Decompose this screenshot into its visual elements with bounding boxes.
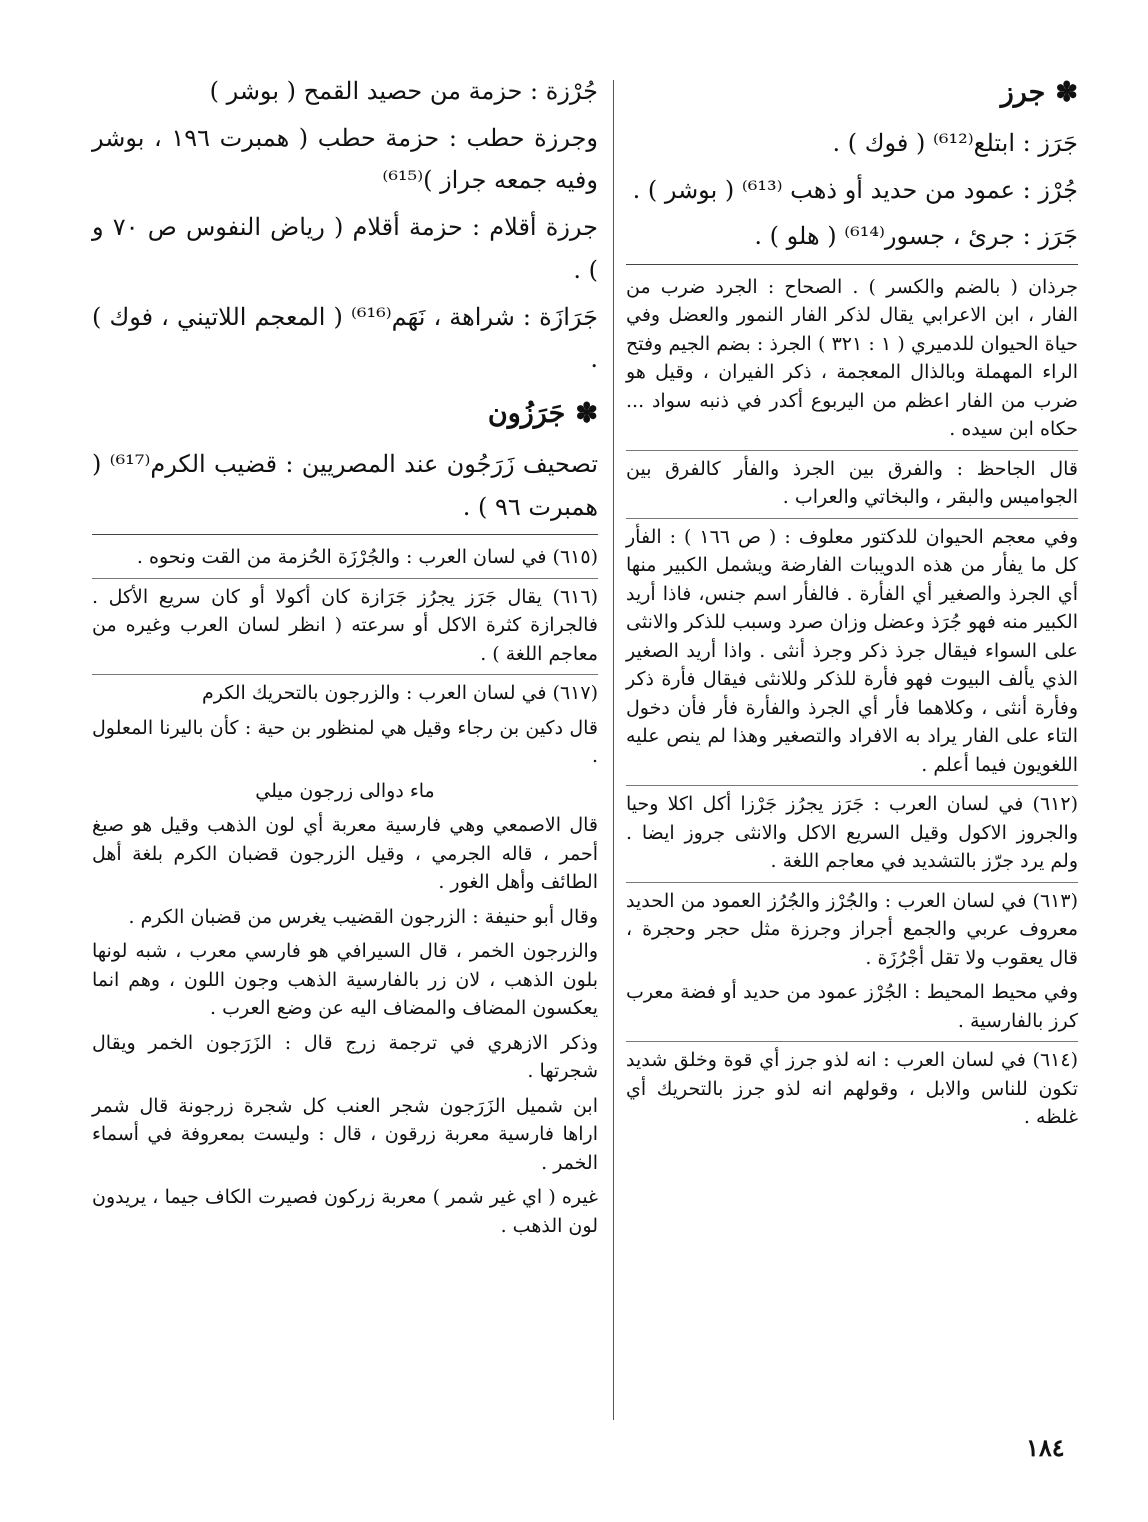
column-divider [613, 80, 614, 1420]
footnote: وقال أبو حنيفة : الزرجون القضيب يغرس من قضبان الكرم . [128, 905, 598, 928]
page-number: ١٨٤ [1026, 1433, 1065, 1462]
footnote: غيره ( اي غير شمر ) معربة زركون فصيرت الكاف جيما ، يريدون لون الذهب . [92, 1186, 598, 1237]
footnote: (٦١٣) في لسان العرب : والجُرْز والجُرُز العمود من الحديد معروف عربي والجمع أجراز وجرزة مثل حجر وحجرة ، قال يعقوب ولا تقل أجْرُزَة . [626, 882, 1078, 973]
footnote: (٦١٧) في لسان العرب : والزرجون بالتحريك الكرم [92, 674, 598, 708]
footnote: ابن شميل الزَرَجون شجر العنب كل شجرة زرجونة قال شمر اراها فارسية معربة زرقون ، قال : وليست بمعروفة في أسماء الخمر . [92, 1094, 598, 1174]
commentary-paragraph: جرذان ( بالضم والكسر ) . الصحاح : الجرد ضرب من الفار ، ابن الاعرابي يقال لذكر الفار النمور والعضل وفي حياة الحيوان للدميري ( ١ : ٣٢١ ) الجرذ : بضم الجيم وفتح الراء المهملة وبالذال المعجمة ، ذكر الفيران ، وقيل هو ضرب من الفار اعظم من اليربوع أكدر في ذنبه سواد ... حكاه ابن سيده . [626, 275, 1079, 441]
footnote: وفي محيط المحيط : الجُرْز عمود من حديد أو فضة معرب كرز بالفارسية . [626, 981, 1078, 1032]
footnote: وذكر الازهري في ترجمة زرج قال : الزَرَجون الخمر ويقال شجرتها . [92, 1031, 598, 1083]
entry-title: جَرَزُون [487, 398, 566, 430]
footnote: قال دكين بن رجاء وقيل هي لمنظور بن حية : كأن باليرنا المعلول . [92, 716, 598, 768]
definition: تصحيف زَرَجُون عند المصريين : قضيب الكرم⁽⁶¹⁷⁾ ( همبرت ٩٦ ) . [92, 449, 598, 521]
definition: جُرْز : عمود من حديد أو ذهب ⁽⁶¹³⁾ ( بوشر ) . [632, 175, 1078, 204]
entry-heading [92, 395, 598, 433]
definition: جَرَازَة : شراهة ، نَهَم⁽⁶¹⁶⁾ ( المعجم اللاتيني ، فوك ) . [92, 302, 598, 374]
asterisk-icon: ✽ [1055, 77, 1078, 108]
divider [626, 264, 1078, 265]
entry-title: جرز [1000, 77, 1046, 108]
footnote: (٦١٦) يقال جَرَز يجرُز جَرَازة كان أكولا أو كان سريع الأكل . فالجرازة كثرة الاكل أو سرعته ( انظر لسان العرب وغيره من معاجم اللغة ) . [92, 578, 598, 669]
definition: وجرزة حطب : حزمة حطب ( همبرت ١٩٦ ، بوشر وفيه جمعه جراز )⁽⁶¹⁵⁾ [92, 123, 599, 195]
divider [92, 534, 598, 535]
footnote: (٦١٢) في لسان العرب : جَرَز يجرُز جَرْزا أكل اكلا وحيا والجروز الاكول وقيل السريع الاكل والانثى جروز ايضا . ولم يرد جرّز بالتشديد في معاجم اللغة . [626, 785, 1078, 876]
right-column [626, 70, 1078, 1138]
verse-line: ماء دوالى زرجون ميلي [255, 779, 435, 802]
definition: جَرَز : ابتلع⁽⁶¹²⁾ ( فوك ) . [832, 128, 1078, 157]
commentary-paragraph: قال الجاحظ : والفرق بين الجرذ والفأر كالفرق بين الجواميس والبقر ، والبخاتي والعراب . [626, 450, 1078, 512]
definition: جرزة أقلام : حزمة أقلام ( رياض النفوس ص ٧٠ و ) . [92, 213, 599, 284]
left-column [92, 70, 598, 1246]
footnote: (٦١٤) في لسان العرب : انه لذو جرز أي قوة وخلق شديد تكون للناس والابل ، وقولهم انه لذو جرز بالتحريك أي غلظه . [626, 1041, 1078, 1132]
footnote: (٦١٥) في لسان العرب : والجُرْزَة الحُزمة من القت ونحوه . [136, 546, 598, 569]
entry-heading [626, 74, 1078, 112]
definition: جَرَز : جرئ ، جسور⁽⁶¹⁴⁾ ( هلو ) . [754, 222, 1078, 251]
commentary-paragraph: وفي معجم الحيوان للدكتور معلوف : ( ص ١٦٦ ) : الفأر كل ما يفأر من هذه الدويبات الفارضة ويشمل الكبير منها أي الجرذ والصغير أي الفأرة . فالفأر اسم جنس، فاذا أريد الكبير منه فهو جُرَذ وعضل وزان صرد وسبب للذكر والانثى على السواء فيقال جرذ ذكر وجرذ أنثى . واذا أريد الصغير الذي يألف البيوت فهو فأرة للذكر وللانثى فيقال فأرة ذكر وفأرة أنثى ، وكلاهما فأر أي الجرذ والفأرة فأر فأن دخول التاء على الفار يراد به الافراد والتصغير وهذا لم ينص عليه اللغويون فيما أعلم . [626, 518, 1078, 780]
asterisk-icon: ✽ [575, 398, 598, 430]
footnote: قال الاصمعي وهي فارسية معربة أي لون الذهب وقيل هو صبغ أحمر ، قاله الجرمي ، وقيل الزرجون قضبان الكرم بلغة أهل الطائف وأهل الغور . [92, 814, 598, 894]
definition: جُرْزة : حزمة من حصيد القمح ( بوشر ) [209, 77, 598, 105]
footnote: والزرجون الخمر ، قال السيرافي هو فارسي معرب ، شبه لونها بلون الذهب ، لان زر بالفارسية الذهب وجون اللون ، وهم انما يعكسون المضاف والمضاف اليه عن وضع العرب . [92, 940, 598, 1020]
